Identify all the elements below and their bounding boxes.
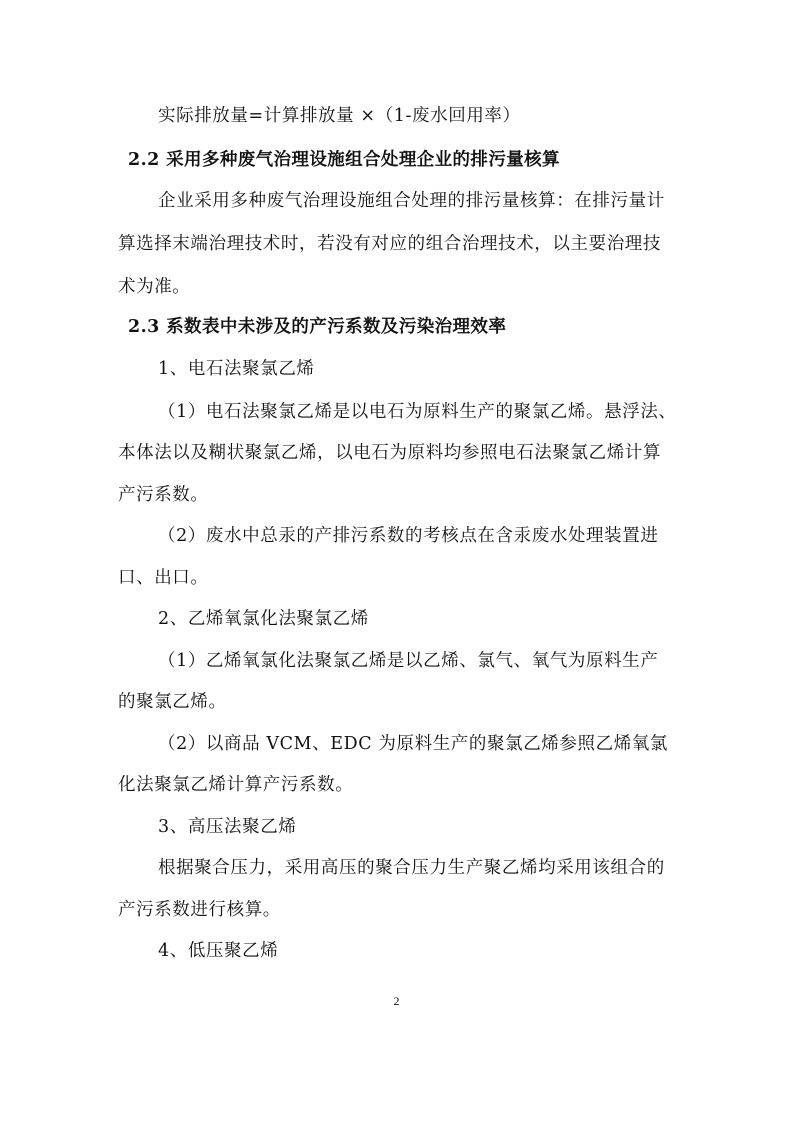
paragraph-line: 企业采用多种废气治理设施组合处理的排污量核算：在排污量计 (158, 191, 665, 211)
paragraph-line: （1）乙烯氧氯化法聚氯乙烯是以乙烯、氯气、氧气为原料生产 (158, 651, 659, 671)
paragraph-line: 化法聚氯乙烯计算产污系数。 (118, 775, 354, 795)
section-heading-2-2: 2.2 采用多种废气治理设施组合处理企业的排污量核算 (128, 150, 560, 170)
paragraph-line: （2）以商品 VCM、EDC 为原料生产的聚氯乙烯参照乙烯氧氯 (158, 734, 668, 754)
paragraph-line: 算选择末端治理技术时，若没有对应的组合治理技术，以主要治理技 (118, 234, 661, 254)
paragraph-line: 的聚氯乙烯。 (118, 692, 227, 712)
page-number: 2 (393, 994, 400, 1008)
item-heading-1: 1、电石法聚氯乙烯 (158, 359, 315, 379)
paragraph-line: 产污系数。 (118, 485, 209, 505)
paragraph-line: （1）电石法聚氯乙烯是以电石为原料生产的聚氯乙烯。悬浮法、 (158, 402, 677, 422)
paragraph-line: 术为准。 (118, 277, 191, 297)
item-heading-3: 3、高压法聚乙烯 (158, 817, 297, 837)
paragraph-line: 口、出口。 (118, 568, 209, 588)
formula-line: 实际排放量=计算排放量 ×（1-废水回用率） (158, 106, 521, 126)
paragraph-line: 根据聚合压力，采用高压的聚合压力生产聚乙烯均采用该组合的 (158, 858, 665, 878)
item-heading-2: 2、乙烯氧氯化法聚氯乙烯 (158, 609, 369, 629)
section-heading-2-3: 2.3 系数表中未涉及的产污系数及污染治理效率 (128, 317, 507, 337)
paragraph-line: 产污系数进行核算。 (118, 900, 281, 920)
paragraph-line: （2）废水中总汞的产排污系数的考核点在含汞废水处理装置进 (158, 526, 659, 546)
paragraph-line: 本体法以及糊状聚氯乙烯，以电石为原料均参照电石法聚氯乙烯计算 (118, 443, 661, 463)
item-heading-4: 4、低压聚乙烯 (158, 941, 279, 961)
